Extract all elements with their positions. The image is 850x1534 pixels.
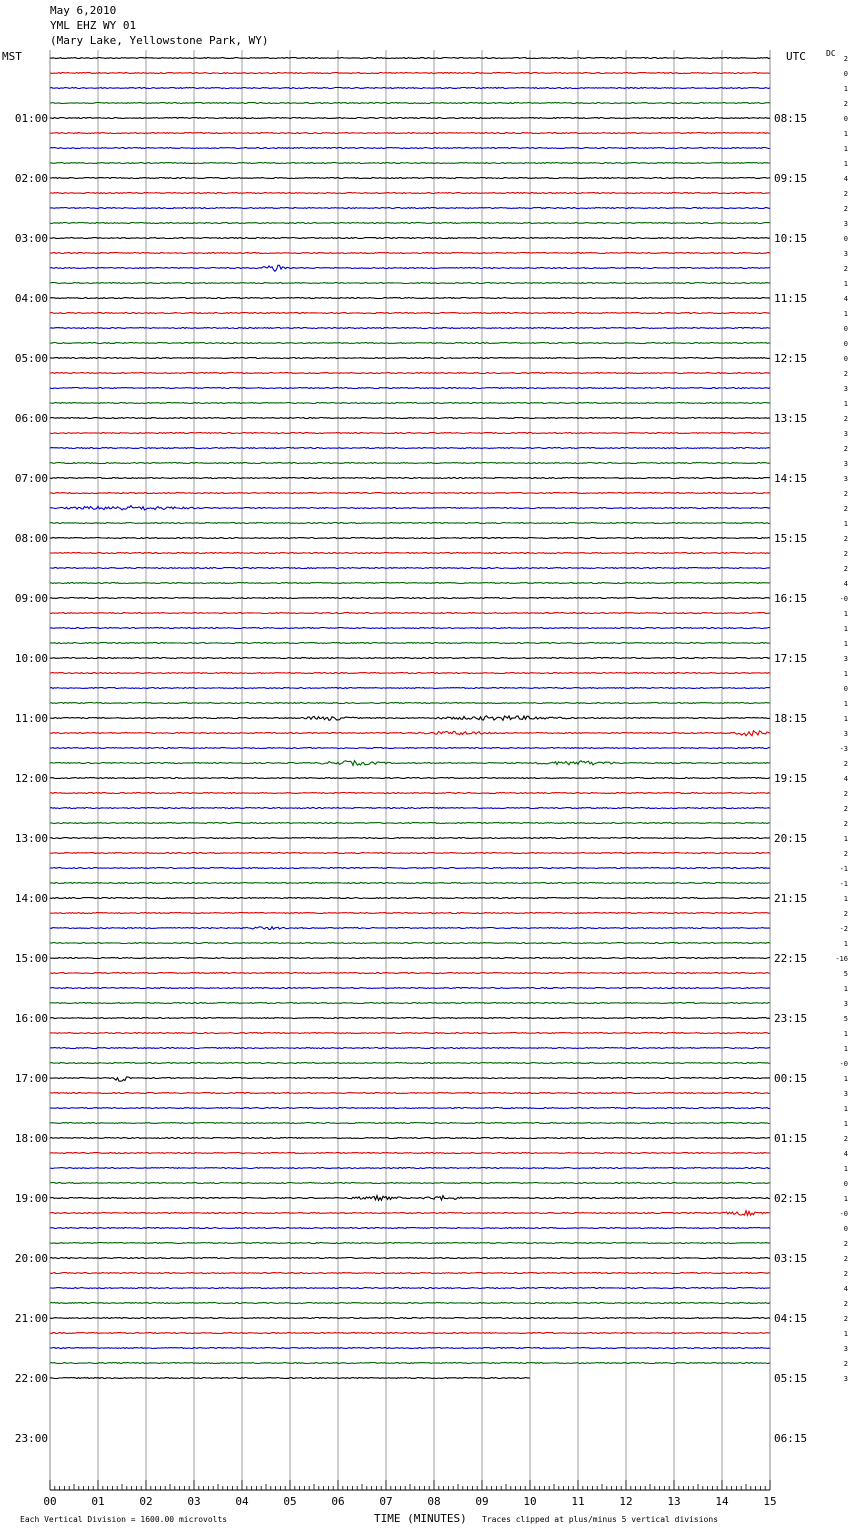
dc-offset-value: 3 — [843, 475, 848, 483]
trace-line — [50, 628, 770, 629]
trace-line — [50, 703, 770, 704]
dc-offset-value: 0 — [843, 340, 848, 348]
trace-line — [50, 1033, 770, 1034]
dc-offset-value: 2 — [843, 805, 848, 813]
mst-hour-label: 10:00 — [14, 652, 48, 665]
utc-hour-label: 23:15 — [774, 1012, 808, 1025]
trace-line — [50, 958, 770, 959]
dc-offset-value: 3 — [843, 460, 848, 468]
utc-hour-label: 13:15 — [774, 412, 808, 425]
trace-line — [50, 358, 770, 359]
dc-offset-value: 1 — [843, 130, 848, 138]
dc-offset-value: 4 — [843, 580, 848, 588]
x-tick-label: 06 — [331, 1495, 345, 1508]
mst-hour-label: 08:00 — [14, 532, 48, 545]
mst-hour-label: 07:00 — [14, 472, 48, 485]
utc-hour-label: 02:15 — [774, 1192, 808, 1205]
utc-hour-label: 22:15 — [774, 952, 808, 965]
dc-offset-value: 3 — [843, 655, 848, 663]
dc-offset-value: 1 — [843, 1120, 848, 1128]
trace-line — [50, 613, 770, 614]
utc-hour-label: 17:15 — [774, 652, 808, 665]
dc-offset-value: 1 — [843, 640, 848, 648]
dc-offset-value: 1 — [843, 1030, 848, 1038]
dc-offset-value: 2 — [843, 910, 848, 918]
trace-line — [50, 1196, 770, 1201]
dc-offset-value: 3 — [843, 430, 848, 438]
trace-line — [50, 448, 770, 449]
trace-line — [50, 716, 770, 721]
trace-line — [50, 568, 770, 569]
x-tick-label: 08 — [427, 1495, 441, 1508]
dc-offset-value: 4 — [843, 175, 848, 183]
utc-hour-label: 14:15 — [774, 472, 808, 485]
trace-line — [50, 943, 770, 944]
dc-offset-value: 4 — [843, 1150, 848, 1158]
trace-line — [50, 103, 770, 104]
dc-offset-value: 2 — [843, 1240, 848, 1248]
trace-line — [50, 463, 770, 464]
dc-offset-value: 1 — [843, 625, 848, 633]
dc-offset-value: 2 — [843, 1135, 848, 1143]
mst-hour-label: 03:00 — [14, 232, 48, 245]
dc-offset-value: 1 — [843, 1105, 848, 1113]
trace-line — [50, 1153, 770, 1154]
trace-line — [50, 403, 770, 404]
dc-offset-value: 1 — [843, 700, 848, 708]
mst-hour-label: 06:00 — [14, 412, 48, 425]
dc-offset-value: -16 — [835, 955, 848, 963]
dc-offset-value: 0 — [843, 355, 848, 363]
dc-offset-value: 1 — [843, 715, 848, 723]
trace-line — [50, 328, 770, 329]
trace-line — [50, 731, 770, 736]
trace-line — [50, 868, 770, 869]
dc-offset-value: -0 — [839, 1060, 848, 1068]
trace-line — [50, 1063, 770, 1064]
dc-offset-value: 2 — [843, 190, 848, 198]
utc-hour-label: 16:15 — [774, 592, 808, 605]
mst-hour-label: 22:00 — [14, 1372, 48, 1385]
trace-line — [50, 1243, 770, 1244]
dc-offset-value: 3 — [843, 250, 848, 258]
trace-line — [50, 1228, 770, 1229]
dc-offset-value: 1 — [843, 1330, 848, 1338]
dc-offset-value: 2 — [843, 445, 848, 453]
utc-hour-label: 01:15 — [774, 1132, 808, 1145]
trace-line — [50, 793, 770, 794]
mst-hour-label: 12:00 — [14, 772, 48, 785]
mst-hour-label: 21:00 — [14, 1312, 48, 1325]
dc-offset-value: 1 — [843, 895, 848, 903]
mst-hour-label: 11:00 — [14, 712, 48, 725]
mst-hour-label: 19:00 — [14, 1192, 48, 1205]
dc-offset-value: 2 — [843, 370, 848, 378]
mst-hour-label: 13:00 — [14, 832, 48, 845]
trace-line — [50, 673, 770, 674]
trace-line — [50, 1108, 770, 1109]
trace-line — [50, 88, 770, 89]
trace-line — [50, 658, 770, 659]
x-tick-label: 11 — [571, 1495, 585, 1508]
trace-line — [50, 1318, 770, 1319]
dc-offset-value: 2 — [843, 265, 848, 273]
trace-line — [50, 761, 770, 766]
trace-line — [50, 313, 770, 314]
mst-hour-label: 15:00 — [14, 952, 48, 965]
utc-hour-label: 19:15 — [774, 772, 808, 785]
trace-line — [50, 506, 770, 510]
trace-line — [50, 1258, 770, 1259]
dc-offset-value: 1 — [843, 985, 848, 993]
dc-offset-value: 2 — [843, 850, 848, 858]
dc-offset-value: 3 — [843, 1375, 848, 1383]
dc-offset-value: 2 — [843, 1360, 848, 1368]
trace-line — [50, 913, 770, 914]
utc-hour-label: 03:15 — [774, 1252, 808, 1265]
utc-hour-label: 20:15 — [774, 832, 808, 845]
utc-hour-label: 05:15 — [774, 1372, 808, 1385]
dc-offset-value: 1 — [843, 670, 848, 678]
dc-offset-value: 1 — [843, 1195, 848, 1203]
dc-offset-value: 1 — [843, 280, 848, 288]
mst-hour-label: 09:00 — [14, 592, 48, 605]
dc-offset-value: 2 — [843, 790, 848, 798]
trace-line — [50, 1333, 770, 1334]
dc-offset-value: 3 — [843, 1090, 848, 1098]
x-axis-label: TIME (MINUTES) — [374, 1512, 467, 1525]
dc-offset-value: 2 — [843, 820, 848, 828]
dc-offset-value: 0 — [843, 70, 848, 78]
dc-offset-value: 1 — [843, 610, 848, 618]
dc-offset-value: 5 — [843, 1015, 848, 1023]
utc-hour-label: 06:15 — [774, 1432, 808, 1445]
trace-line — [50, 598, 770, 599]
header-date: May 6,2010 — [50, 4, 117, 17]
dc-offset-value: 4 — [843, 295, 848, 303]
utc-hour-label: 10:15 — [774, 232, 808, 245]
trace-line — [50, 1123, 770, 1124]
mst-hour-label: 01:00 — [14, 112, 48, 125]
trace-line — [50, 373, 770, 374]
trace-line — [50, 778, 770, 779]
dc-offset-value: 3 — [843, 1345, 848, 1353]
dc-offset-value: 2 — [843, 100, 848, 108]
trace-line — [50, 388, 770, 389]
dc-offset-value: 1 — [843, 1165, 848, 1173]
dc-offset-value: 2 — [843, 505, 848, 513]
x-tick-label: 09 — [475, 1495, 489, 1508]
utc-hour-label: 21:15 — [774, 892, 808, 905]
dc-offset-value: 0 — [843, 1225, 848, 1233]
dc-offset-value: 0 — [843, 1180, 848, 1188]
dc-offset-value: 2 — [843, 55, 848, 63]
dc-offset-value: 2 — [843, 1300, 848, 1308]
x-tick-label: 01 — [91, 1495, 105, 1508]
mst-hour-label: 23:00 — [14, 1432, 48, 1445]
utc-hour-label: 11:15 — [774, 292, 808, 305]
x-tick-label: 04 — [235, 1495, 249, 1508]
dc-offset-value: 5 — [843, 970, 848, 978]
trace-line — [50, 523, 770, 524]
trace-line — [50, 748, 770, 749]
trace-line — [50, 1303, 770, 1304]
trace-line — [50, 1288, 770, 1289]
dc-offset-value: 1 — [843, 520, 848, 528]
x-tick-label: 15 — [763, 1495, 777, 1508]
utc-hour-label: 12:15 — [774, 352, 808, 365]
dc-offset-value: 1 — [843, 310, 848, 318]
trace-line — [50, 163, 770, 164]
utc-hour-label: 15:15 — [774, 532, 808, 545]
dc-offset-value: 2 — [843, 415, 848, 423]
utc-hour-label: 00:15 — [774, 1072, 808, 1085]
trace-line — [50, 823, 770, 824]
mst-hour-label: 02:00 — [14, 172, 48, 185]
x-tick-label: 05 — [283, 1495, 297, 1508]
trace-line — [50, 118, 770, 119]
trace-line — [50, 883, 770, 884]
trace-line — [50, 927, 770, 930]
trace-line — [50, 553, 770, 554]
dc-offset-value: 2 — [843, 490, 848, 498]
trace-line — [50, 1018, 770, 1019]
trace-line — [50, 418, 770, 419]
mst-hour-label: 20:00 — [14, 1252, 48, 1265]
dc-offset-value: 4 — [843, 1285, 848, 1293]
trace-line — [50, 688, 770, 689]
x-tick-label: 02 — [139, 1495, 153, 1508]
dc-offset-value: -1 — [839, 865, 848, 873]
trace-line — [50, 433, 770, 434]
dc-offset-value: 2 — [843, 760, 848, 768]
mst-hour-label: 04:00 — [14, 292, 48, 305]
x-tick-label: 10 — [523, 1495, 537, 1508]
dc-offset-value: 1 — [843, 1075, 848, 1083]
trace-line — [50, 265, 770, 271]
trace-line — [50, 853, 770, 854]
trace-line — [50, 808, 770, 809]
utc-hour-label: 18:15 — [774, 712, 808, 725]
trace-line — [50, 1273, 770, 1274]
mst-hour-label: 14:00 — [14, 892, 48, 905]
trace-line — [50, 1211, 770, 1216]
trace-line — [50, 208, 770, 209]
dc-offset-value: -0 — [839, 1210, 848, 1218]
trace-line — [50, 838, 770, 839]
dc-offset-value: 0 — [843, 685, 848, 693]
trace-line — [50, 1093, 770, 1094]
x-tick-label: 14 — [715, 1495, 729, 1508]
utc-hour-label: 08:15 — [774, 112, 808, 125]
trace-line — [50, 238, 770, 239]
mst-hour-label: 16:00 — [14, 1012, 48, 1025]
mst-hour-label: 17:00 — [14, 1072, 48, 1085]
trace-line — [50, 1348, 770, 1349]
dc-offset-value: -3 — [839, 745, 848, 753]
trace-line — [50, 1003, 770, 1004]
dc-offset-value: 0 — [843, 115, 848, 123]
trace-line — [50, 1183, 770, 1184]
dc-offset-value: 2 — [843, 535, 848, 543]
mst-hour-label: 05:00 — [14, 352, 48, 365]
mst-hour-label: 18:00 — [14, 1132, 48, 1145]
trace-line — [50, 223, 770, 224]
trace-line — [50, 283, 770, 284]
x-tick-label: 00 — [43, 1495, 57, 1508]
dc-offset-value: 3 — [843, 385, 848, 393]
trace-line — [50, 193, 770, 194]
dc-offset-value: 1 — [843, 145, 848, 153]
x-tick-label: 07 — [379, 1495, 393, 1508]
dc-offset-header: DC — [826, 49, 836, 58]
dc-offset-value: 1 — [843, 85, 848, 93]
dc-offset-value: 4 — [843, 775, 848, 783]
dc-offset-value: 0 — [843, 235, 848, 243]
header-station: YML EHZ WY 01 — [50, 19, 137, 32]
trace-line — [50, 478, 770, 479]
trace-line — [50, 73, 770, 74]
trace-line — [50, 58, 770, 59]
dc-offset-value: -1 — [839, 880, 848, 888]
dc-offset-value: 1 — [843, 1045, 848, 1053]
trace-line — [50, 538, 770, 539]
trace-line — [50, 133, 770, 134]
trace-line — [50, 178, 770, 179]
x-tick-label: 13 — [667, 1495, 681, 1508]
dc-offset-value: 1 — [843, 835, 848, 843]
trace-line — [50, 643, 770, 644]
footer-scale: Each Vertical Division = 1600.00 microvolts — [20, 1515, 228, 1524]
trace-line — [50, 583, 770, 584]
dc-offset-value: 3 — [843, 1000, 848, 1008]
x-tick-label: 03 — [187, 1495, 201, 1508]
trace-line — [50, 493, 770, 494]
trace-line — [50, 253, 770, 254]
dc-offset-value: 2 — [843, 205, 848, 213]
trace-line — [50, 298, 770, 299]
dc-offset-value: 2 — [843, 1255, 848, 1263]
dc-offset-value: 3 — [843, 220, 848, 228]
dc-offset-value: 1 — [843, 400, 848, 408]
trace-line — [50, 898, 770, 899]
dc-offset-value: 1 — [843, 940, 848, 948]
dc-offset-value: 1 — [843, 160, 848, 168]
dc-offset-value: 2 — [843, 1315, 848, 1323]
dc-offset-value: 0 — [843, 325, 848, 333]
trace-line — [50, 343, 770, 344]
dc-offset-value: 3 — [843, 730, 848, 738]
dc-offset-value: -2 — [839, 925, 848, 933]
right-timezone-label: UTC — [786, 50, 806, 63]
trace-line — [50, 1363, 770, 1364]
trace-line — [50, 1168, 770, 1169]
trace-line — [50, 1048, 770, 1049]
left-timezone-label: MST — [2, 50, 22, 63]
x-tick-label: 12 — [619, 1495, 633, 1508]
trace-line — [50, 1077, 770, 1081]
utc-hour-label: 09:15 — [774, 172, 808, 185]
trace-line — [50, 988, 770, 989]
trace-line — [50, 973, 770, 974]
footer-clip-note: Traces clipped at plus/minus 5 vertical divisions — [482, 1515, 719, 1524]
dc-offset-value: 2 — [843, 550, 848, 558]
trace-line — [50, 1138, 770, 1139]
dc-offset-value: -0 — [839, 595, 848, 603]
utc-hour-label: 04:15 — [774, 1312, 808, 1325]
header-location: (Mary Lake, Yellowstone Park, WY) — [50, 34, 269, 47]
dc-offset-value: 2 — [843, 1270, 848, 1278]
trace-line — [50, 148, 770, 149]
dc-offset-value: 2 — [843, 565, 848, 573]
